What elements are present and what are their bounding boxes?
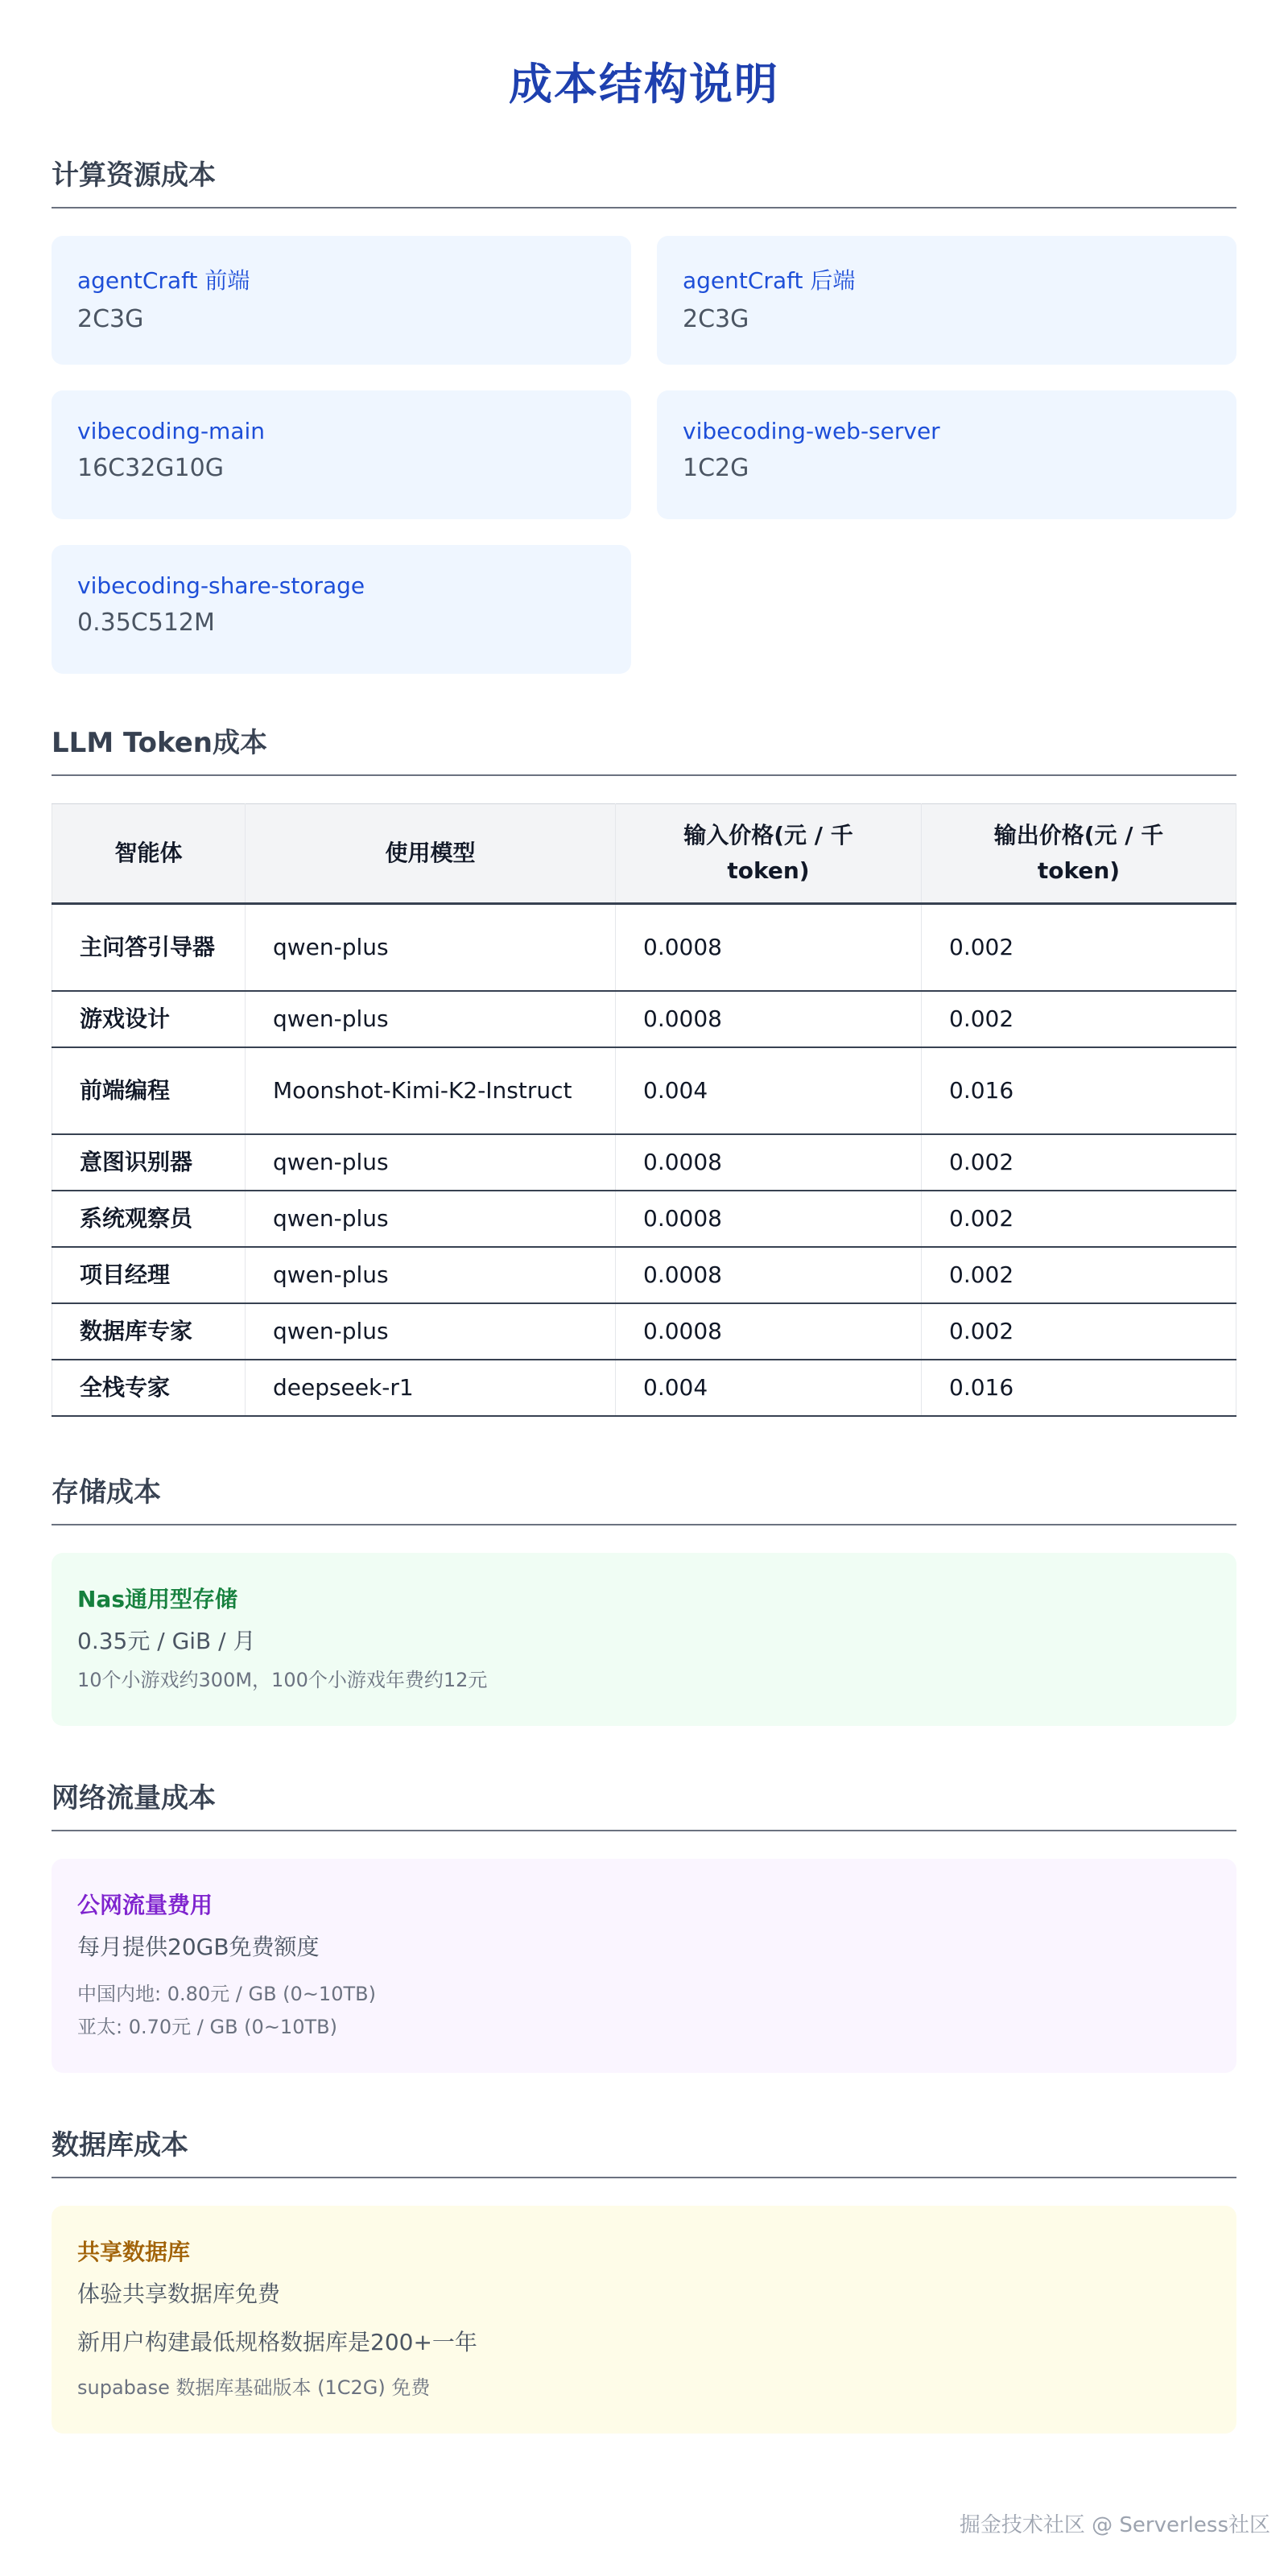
cell-model: Moonshot-Kimi-K2-Instruct (246, 1047, 616, 1134)
database-new-user: 新用户构建最低规格数据库是200+一年 (77, 2328, 477, 2355)
cell-model: qwen-plus (246, 1134, 616, 1191)
cell-agent: 主问答引导器 (52, 904, 246, 991)
llm-table (52, 803, 1236, 1417)
database-section (52, 2123, 1236, 2434)
table-row (52, 1247, 1236, 1303)
footer-watermark: 掘金技术社区 @ Serverless社区 (959, 2513, 1270, 2537)
network-price-china: 中国内地: 0.80元 / GB (0~10TB) (77, 1982, 376, 2005)
cell-input-price: 0.0008 (616, 904, 922, 991)
cell-model: qwen-plus (246, 1247, 616, 1303)
cell-output-price: 0.016 (922, 1047, 1236, 1134)
cell-agent: 全栈专家 (52, 1360, 246, 1416)
cell-agent: 前端编程 (52, 1047, 246, 1134)
cell-output-price: 0.002 (922, 1134, 1236, 1191)
network-name: 公网流量费用 (77, 1891, 213, 1918)
cell-output-price: 0.002 (922, 1191, 1236, 1247)
header-model: 使用模型 (246, 804, 616, 904)
cell-output-price: 0.002 (922, 1303, 1236, 1360)
cell-input-price: 0.0008 (616, 1134, 922, 1191)
network-price-asia: 亚太: 0.70元 / GB (0~10TB) (77, 2015, 337, 2038)
compute-card-spec: 0.35C512M (77, 609, 215, 637)
storage-section-title: 存储成本 (52, 1470, 1236, 1525)
table-row (52, 904, 1236, 991)
storage-note: 10个小游戏约300M，100个小游戏年费约12元 (77, 1668, 488, 1691)
database-note: supabase 数据库基础版本 (1C2G) 免费 (77, 2376, 431, 2399)
cell-model: qwen-plus (246, 1303, 616, 1360)
compute-card-name: vibecoding-web-server (683, 418, 940, 444)
table-row (52, 1360, 1236, 1416)
cell-input-price: 0.0008 (616, 991, 922, 1047)
compute-card-name: vibecoding-share-storage (77, 572, 365, 599)
compute-grid (52, 236, 1236, 674)
header-input-price: 输入价格(元 / 千token) (616, 804, 922, 904)
compute-card (52, 390, 631, 519)
compute-card-name: agentCraft 后端 (683, 267, 856, 294)
storage-price: 0.35元 / GiB / 月 (77, 1627, 256, 1654)
cell-model: qwen-plus (246, 1191, 616, 1247)
page-title: 成本结构说明 (509, 59, 779, 109)
table-header-row (52, 804, 1236, 904)
cell-agent: 意图识别器 (52, 1134, 246, 1191)
cell-model: qwen-plus (246, 991, 616, 1047)
network-section-title: 网络流量成本 (52, 1776, 1236, 1831)
header-agent: 智能体 (52, 804, 246, 904)
compute-section-title: 计算资源成本 (52, 153, 1236, 208)
cell-input-price: 0.0008 (616, 1303, 922, 1360)
llm-section (52, 720, 1236, 1417)
compute-card-spec: 2C3G (683, 305, 749, 333)
compute-section (52, 153, 1236, 674)
compute-card (657, 236, 1236, 365)
cell-output-price: 0.002 (922, 991, 1236, 1047)
table-row (52, 991, 1236, 1047)
compute-card-name: vibecoding-main (77, 418, 266, 444)
cell-input-price: 0.004 (616, 1360, 922, 1416)
compute-card-spec: 1C2G (683, 454, 749, 482)
page (52, 0, 1236, 2434)
cell-agent: 数据库专家 (52, 1303, 246, 1360)
compute-card (657, 390, 1236, 519)
cell-input-price: 0.0008 (616, 1247, 922, 1303)
database-section-title: 数据库成本 (52, 2123, 1236, 2178)
compute-card (52, 236, 631, 365)
cell-output-price: 0.002 (922, 1247, 1236, 1303)
header-output-price: 输出价格(元 / 千token) (922, 804, 1236, 904)
network-section (52, 1776, 1236, 2073)
storage-name: Nas通用型存储 (77, 1585, 237, 1612)
compute-card-spec: 16C32G10G (77, 454, 224, 482)
table-row (52, 1047, 1236, 1134)
llm-section-title: LLM Token成本 (52, 720, 1236, 776)
network-card (52, 1859, 1236, 2073)
cell-agent: 系统观察员 (52, 1191, 246, 1247)
table-row (52, 1191, 1236, 1247)
table-row (52, 1134, 1236, 1191)
compute-card (52, 545, 631, 674)
cell-output-price: 0.016 (922, 1360, 1236, 1416)
cell-input-price: 0.0008 (616, 1191, 922, 1247)
database-card (52, 2206, 1236, 2434)
storage-section (52, 1470, 1236, 1726)
table-row (52, 1303, 1236, 1360)
cell-output-price: 0.002 (922, 904, 1236, 991)
compute-card-spec: 2C3G (77, 305, 144, 333)
database-name: 共享数据库 (77, 2238, 191, 2265)
network-free-quota: 每月提供20GB免费额度 (77, 1933, 320, 1960)
cell-agent: 游戏设计 (52, 991, 246, 1047)
database-free: 体验共享数据库免费 (77, 2280, 281, 2307)
cell-model: qwen-plus (246, 904, 616, 991)
compute-card-name: agentCraft 前端 (77, 267, 250, 294)
cell-model: deepseek-r1 (246, 1360, 616, 1416)
cell-input-price: 0.004 (616, 1047, 922, 1134)
cell-agent: 项目经理 (52, 1247, 246, 1303)
storage-card (52, 1553, 1236, 1726)
